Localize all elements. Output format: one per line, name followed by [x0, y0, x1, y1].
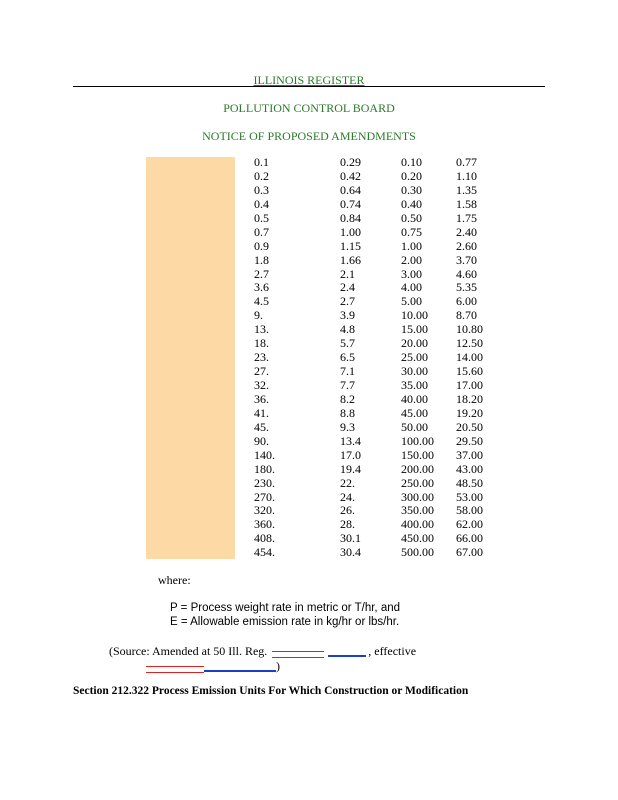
table-cell: 15.00	[401, 322, 428, 337]
table-cell: 2.1	[340, 266, 355, 281]
table-cell: 0.40	[401, 196, 422, 211]
table-cell: 41.	[254, 405, 269, 420]
table-cell: 500.00	[401, 545, 434, 560]
table-cell: 20.00	[401, 336, 428, 351]
table-cell: 10.00	[401, 308, 428, 323]
where-label: where:	[158, 573, 191, 587]
table-cell: 250.00	[401, 475, 434, 490]
table-cell: 1.66	[340, 252, 361, 267]
table-cell: 360.	[254, 517, 275, 532]
table-cell: 4.5	[254, 294, 269, 309]
table-cell: 270.	[254, 489, 275, 504]
table-cell: 400.00	[401, 517, 434, 532]
source-close: )	[276, 659, 280, 673]
definitions	[170, 601, 400, 629]
table-cell: 180.	[254, 461, 275, 476]
table-cell: 7.7	[340, 378, 355, 392]
table-cell: 48.50	[456, 475, 483, 490]
notice-header: NOTICE OF PROPOSED AMENDMENTS	[202, 129, 416, 143]
table-cell: 8.2	[340, 391, 355, 406]
table-cell: 454.	[254, 545, 275, 560]
table-cell: 50.00	[401, 419, 428, 434]
table-cell: 200.00	[401, 461, 434, 476]
table-cell: 32.	[254, 378, 269, 392]
table-cell: 2.40	[456, 224, 477, 239]
table-cell: 19.20	[456, 405, 483, 420]
table-cell: 20.50	[456, 419, 483, 434]
table-cell: 1.35	[456, 182, 477, 197]
table-cell: 14.00	[456, 350, 483, 365]
table-cell: 0.5	[254, 210, 269, 225]
table-cell: 0.4	[254, 196, 269, 211]
table-cell: 37.00	[456, 447, 483, 462]
inserted-blank-mark	[328, 655, 366, 657]
table-cell: 13.4	[340, 433, 361, 448]
table-cell: 19.4	[340, 461, 361, 476]
table-cell: 5.35	[456, 280, 477, 295]
table-cell: 0.42	[340, 168, 361, 183]
table-cell: 58.00	[456, 503, 483, 518]
table-cell: 15.60	[456, 364, 483, 379]
table-cell: 35.00	[401, 378, 428, 392]
table-cell: 2.7	[340, 294, 355, 309]
table-column-2	[340, 156, 361, 560]
table-cell: 24.	[340, 489, 355, 504]
table-cell: 10.80	[456, 322, 483, 337]
table-cell: 43.00	[456, 461, 483, 476]
table-column-4	[456, 156, 483, 560]
table-cell: 3.00	[401, 266, 422, 281]
table-cell: 29.50	[456, 433, 483, 448]
table-cell: 0.1	[254, 155, 269, 169]
section-heading: Section 212.322 Process Emission Units For Which Construction or Modification	[73, 685, 469, 697]
table-cell: 8.8	[340, 405, 355, 420]
table-cell: 0.7	[254, 224, 269, 239]
source-effective: , effective	[368, 644, 417, 658]
table-cell: 6.5	[340, 350, 355, 365]
table-cell: 17.00	[456, 378, 483, 392]
table-cell: 0.2	[254, 168, 269, 183]
table-cell: 1.8	[254, 252, 269, 267]
header-rule	[73, 86, 545, 87]
table-cell: 0.77	[456, 155, 477, 169]
table-cell: 13.	[254, 322, 269, 337]
definition-p: P = Process weight rate in metric or T/hr, and	[170, 602, 400, 614]
table-cell: 6.00	[456, 294, 477, 309]
table-cell: 320.	[254, 503, 275, 518]
table-cell: 9.3	[340, 419, 355, 434]
table-cell: 0.75	[401, 224, 422, 239]
table-cell: 0.10	[401, 155, 422, 169]
table-cell: 100.00	[401, 433, 434, 448]
table-cell: 45.	[254, 419, 269, 434]
table-column-3	[401, 156, 434, 560]
table-cell: 5.00	[401, 294, 422, 309]
table-cell: 230.	[254, 475, 275, 490]
table-cell: 1.75	[456, 210, 477, 225]
table-cell: 62.00	[456, 517, 483, 532]
board-header: POLLUTION CONTROL BOARD	[223, 101, 395, 115]
table-cell: 12.50	[456, 336, 483, 351]
table-cell: 0.30	[401, 182, 422, 197]
table-cell: 0.9	[254, 238, 269, 253]
table-cell: 17.0	[340, 447, 361, 462]
table-cell: 53.00	[456, 489, 483, 504]
table-cell: 25.00	[401, 350, 428, 365]
table-cell: 9.	[254, 308, 263, 323]
table-cell: 30.4	[340, 545, 361, 560]
table-cell: 0.3	[254, 182, 269, 197]
table-cell: 0.50	[401, 210, 422, 225]
table-cell: 4.8	[340, 322, 355, 337]
table-cell: 66.00	[456, 531, 483, 546]
register-title: ILLINOIS REGISTER	[253, 73, 365, 87]
table-cell: 1.00	[401, 238, 422, 253]
table-cell: 1.15	[340, 238, 361, 253]
table-cell: 1.10	[456, 168, 477, 183]
table-cell: 0.74	[340, 196, 361, 211]
table-cell: 0.20	[401, 168, 422, 183]
definition-e: E = Allowable emission rate in kg/hr or lbs/hr.	[170, 616, 400, 628]
deleted-date-mark	[146, 666, 204, 673]
table-cell: 67.00	[456, 545, 483, 560]
table-cell: 3.6	[254, 280, 269, 295]
table-cell: 5.7	[340, 336, 355, 351]
table-cell: 450.00	[401, 531, 434, 546]
table-cell: 2.00	[401, 252, 422, 267]
table-cell: 36.	[254, 391, 269, 406]
table-cell: 350.00	[401, 503, 434, 518]
table-cell: 26.	[340, 503, 355, 518]
deleted-blank-mark	[272, 651, 324, 658]
source-prefix: (Source: Amended at 50 Ill. Reg.	[109, 644, 268, 658]
table-cell: 140.	[254, 447, 275, 462]
table-cell: 30.1	[340, 531, 361, 546]
table-cell: 2.4	[340, 280, 355, 295]
table-cell: 2.7	[254, 266, 269, 281]
table-cell: 30.00	[401, 364, 428, 379]
table-cell: 28.	[340, 517, 355, 532]
source-note	[109, 644, 416, 659]
table-cell: 4.60	[456, 266, 477, 281]
table-cell: 8.70	[456, 308, 477, 323]
table-cell: 2.60	[456, 238, 477, 253]
table-cell: 4.00	[401, 280, 422, 295]
table-cell: 22.	[340, 475, 355, 490]
table-cell: 3.9	[340, 308, 355, 323]
table-cell: 1.00	[340, 224, 361, 239]
table-cell: 18.	[254, 336, 269, 351]
table-cell: 150.00	[401, 447, 434, 462]
table-cell: 27.	[254, 364, 269, 379]
table-column-1	[254, 156, 275, 560]
table-cell: 40.00	[401, 391, 428, 406]
source-note-line2	[146, 659, 280, 674]
table-cell: 7.1	[340, 364, 355, 379]
table-cell: 23.	[254, 350, 269, 365]
table-cell: 0.84	[340, 210, 361, 225]
table-cell: 1.58	[456, 196, 477, 211]
inserted-date-mark	[204, 670, 276, 672]
table-cell: 90.	[254, 433, 269, 448]
table-cell: 45.00	[401, 405, 428, 420]
table-cell: 0.29	[340, 155, 361, 169]
table-cell: 18.20	[456, 391, 483, 406]
table-cell: 0.64	[340, 182, 361, 197]
table-cell: 3.70	[456, 252, 477, 267]
shaded-column	[146, 157, 235, 559]
table-cell: 300.00	[401, 489, 434, 504]
table-cell: 408.	[254, 531, 275, 546]
